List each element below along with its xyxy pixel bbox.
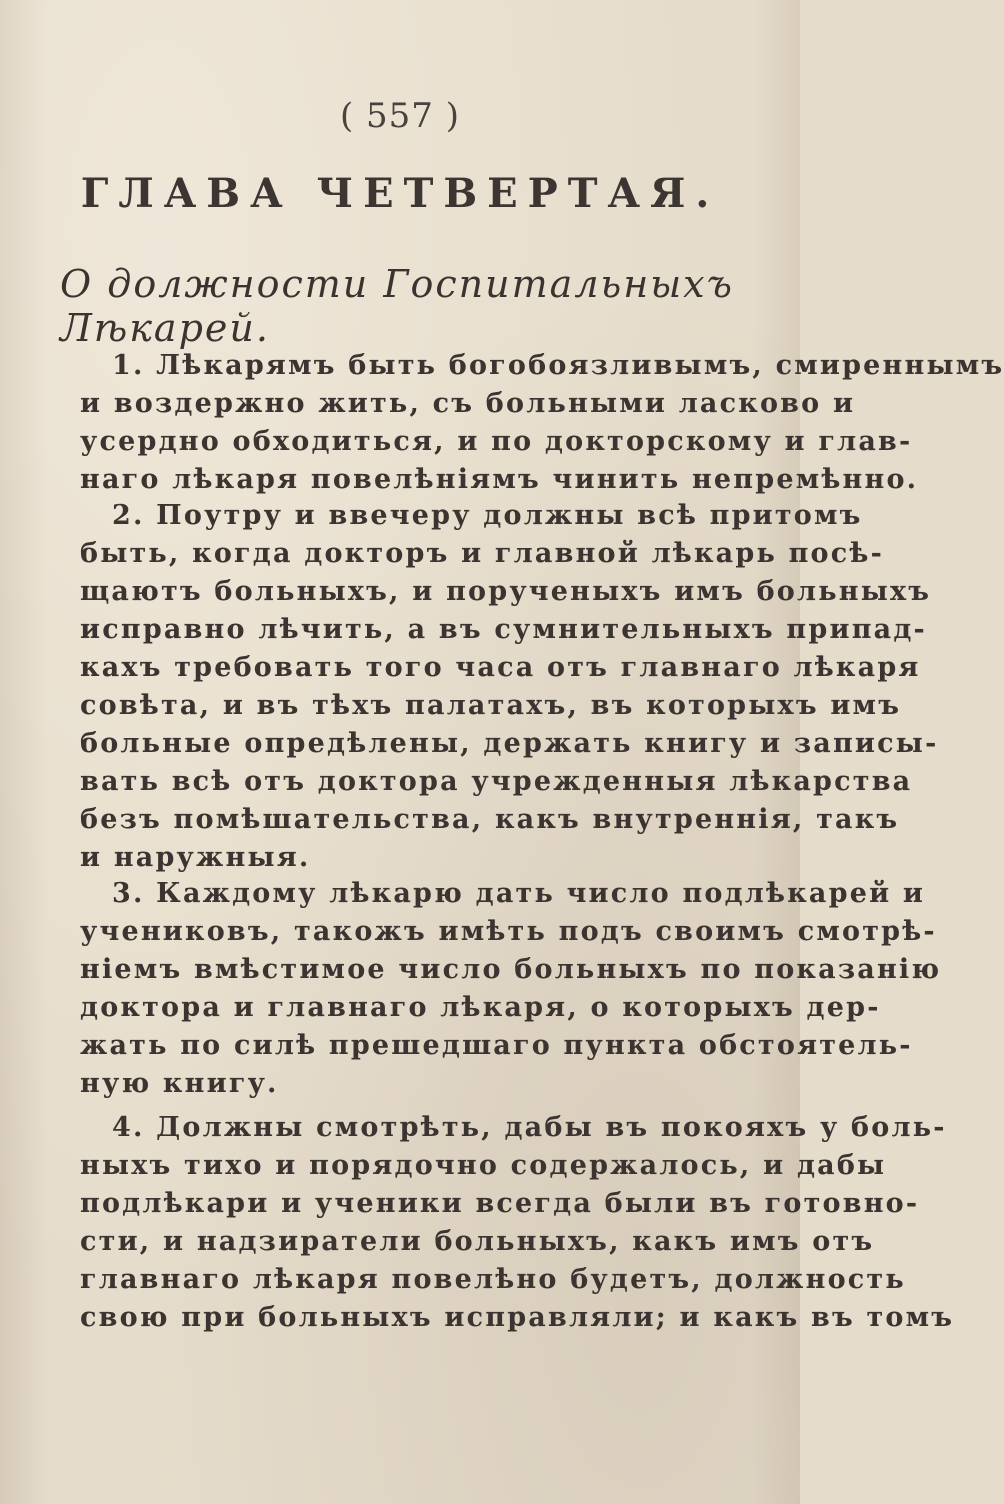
paragraph-4-line-3: подлѣкари и ученики всегда были въ готовно- — [80, 1188, 920, 1219]
paragraph-3-line-5: жать по силѣ прешедшаго пункта обстоятель- — [80, 1030, 913, 1061]
paragraph-2-line-1: 2. Поутру и ввечеру должны всѣ притомъ — [112, 500, 863, 531]
paragraph-3-line-1: 3. Каждому лѣкарю дать число подлѣкарей и — [112, 878, 926, 909]
paragraph-3-line-6: ную книгу. — [80, 1068, 279, 1099]
paragraph-3-line-3: ніемъ вмѣстимое число больныхъ по показанію — [80, 954, 942, 985]
paragraph-2-line-4: исправно лѣчить, а въ сумнительныхъ припад- — [80, 614, 927, 645]
paragraph-1-line-1: 1. Лѣкарямъ быть богобоязливымъ, смиреннымъ — [112, 350, 1004, 381]
paragraph-4-line-4: сти, и надзиратели больныхъ, какъ имъ отъ — [80, 1226, 875, 1257]
paragraph-2-line-9: безъ помѣшательства, какъ внутреннія, такъ — [80, 804, 900, 835]
paragraph-4-line-6: свою при больныхъ исправляли; и какъ въ томъ — [80, 1302, 955, 1333]
section-title: О должности Госпитальныхъ Лѣкарей. — [60, 262, 734, 350]
chapter-title: ГЛАВА ЧЕТВЕРТАЯ. — [80, 170, 720, 217]
paragraph-2-line-7: больные опредѣлены, держать книгу и записы- — [80, 728, 939, 759]
paragraph-1-line-2: и воздержно жить, съ больными ласково и — [80, 388, 856, 419]
paragraph-2-line-2: быть, когда докторъ и главной лѣкарь посѣ- — [80, 538, 884, 569]
paragraph-1-line-3: усердно обходиться, и по докторскому и глав- — [80, 426, 913, 457]
paragraph-2-line-8: вать всѣ отъ доктора учрежденныя лѣкарства — [80, 766, 913, 797]
paragraph-1-line-4: наго лѣкаря повелѣніямъ чинить непремѣнно. — [80, 464, 919, 495]
paragraph-4-line-1: 4. Должны смотрѣть, дабы въ покояхъ у боль- — [112, 1112, 947, 1143]
paragraph-2-line-6: совѣта, и въ тѣхъ палатахъ, въ которыхъ имъ — [80, 690, 902, 721]
paragraph-4-line-2: ныхъ тихо и порядочно содержалось, и дабы — [80, 1150, 887, 1181]
paragraph-2-line-10: и наружныя. — [80, 842, 311, 873]
paragraph-4-line-5: главнаго лѣкаря повелѣно будетъ, должность — [80, 1264, 906, 1295]
page-number: ( 557 ) — [339, 96, 461, 136]
paragraph-3-line-4: доктора и главнаго лѣкаря, о которыхъ дер- — [80, 992, 881, 1023]
paragraph-2-line-5: кахъ требовать того часа отъ главнаго лѣкаря — [80, 652, 921, 683]
paragraph-3-line-2: учениковъ, такожъ имѣть подъ своимъ смотрѣ- — [80, 916, 937, 947]
paragraph-2-line-3: щаютъ больныхъ, и порученыхъ имъ больныхъ — [80, 576, 932, 607]
